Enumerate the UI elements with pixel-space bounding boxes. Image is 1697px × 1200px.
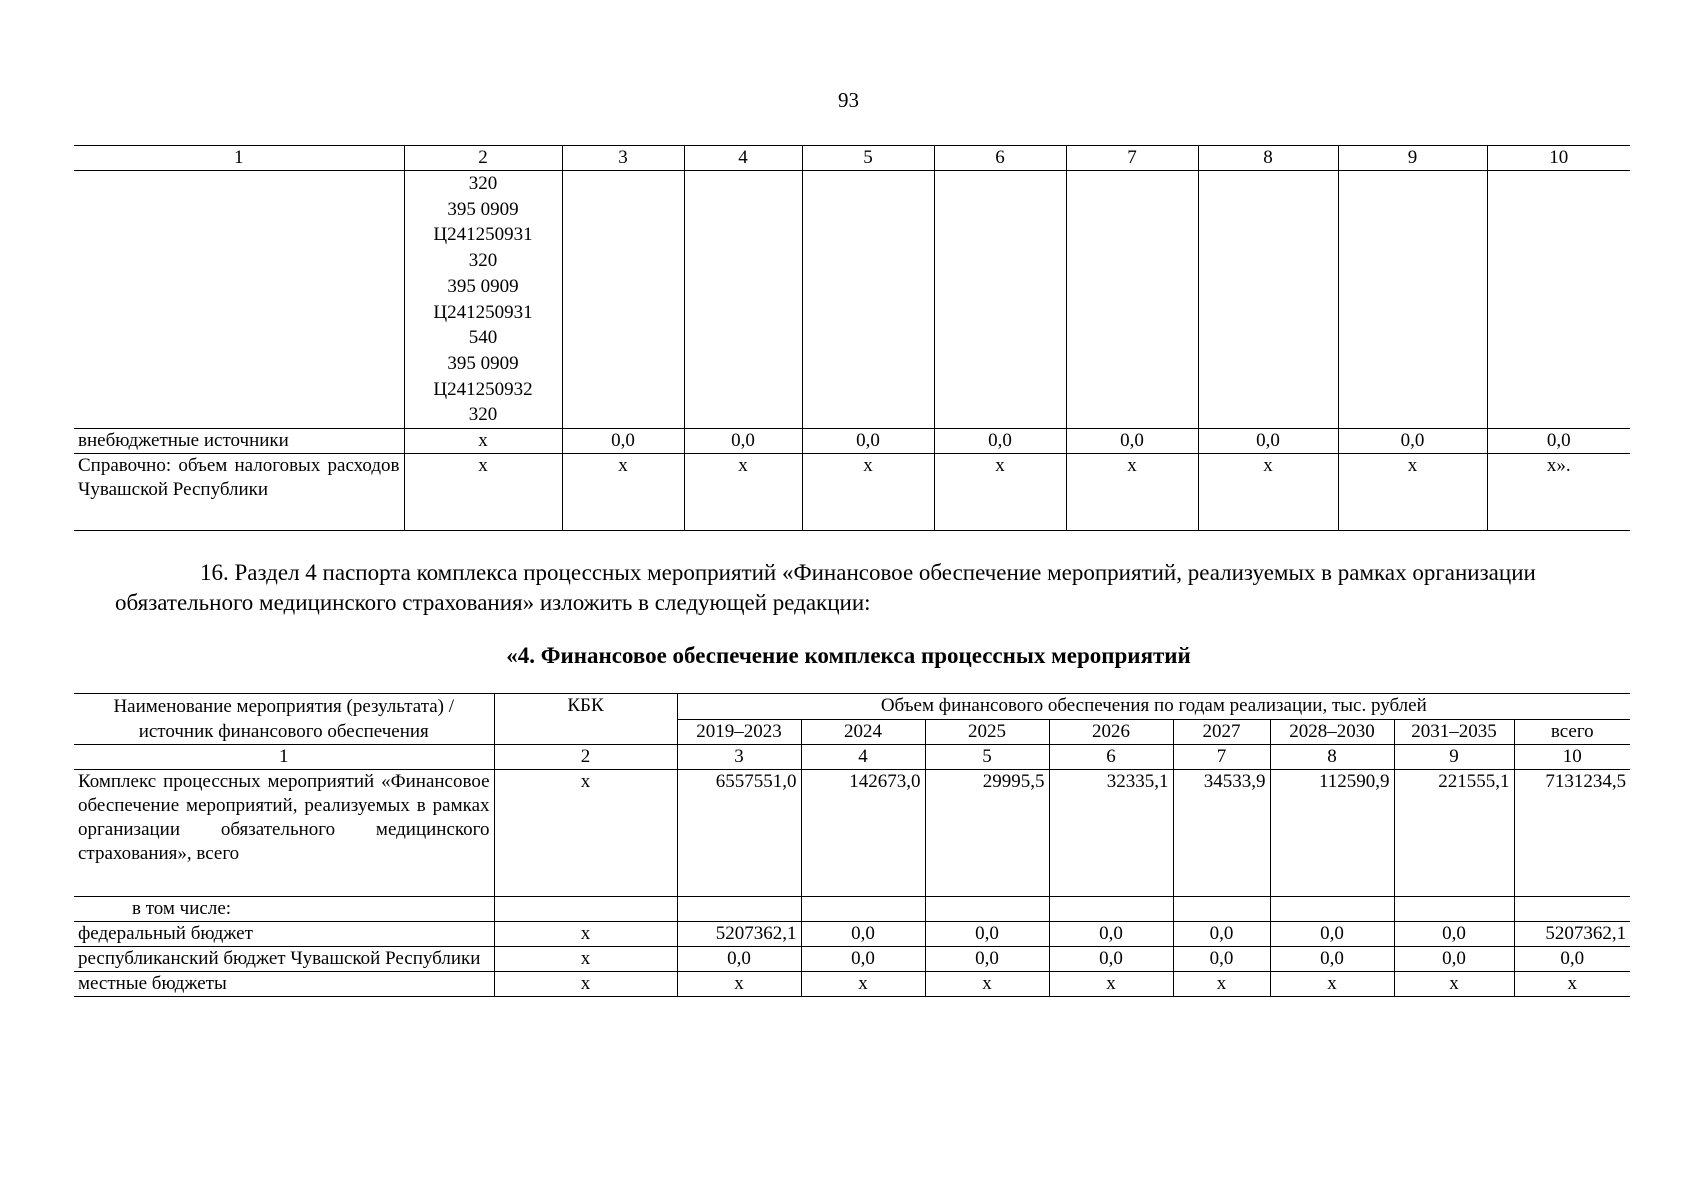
amendment-paragraph (115, 558, 1590, 618)
col-number: 7 (1173, 745, 1270, 770)
kbk-code: 395 0909 (447, 352, 519, 374)
year-header: 2024 (801, 719, 925, 745)
value-cell: х (801, 972, 925, 997)
table-cell: х (802, 454, 934, 531)
value-cell: 7131234,5 (1514, 770, 1630, 897)
table1-header-cell: 8 (1198, 146, 1338, 171)
col-header-group: Объем финансового обеспечения по годам реализации, тыс. рублей (677, 694, 1630, 720)
table1-empty-cell (74, 171, 404, 429)
kbk-cell: х (494, 770, 677, 897)
row-label: Справочно: объем налоговых расходов Чувашской Республики (74, 454, 404, 531)
value-cell: х (1173, 972, 1270, 997)
value-cell (677, 897, 801, 922)
table-cell: х (684, 454, 802, 531)
row-label: Комплекс процессных мероприятий «Финансовое обеспечение мероприятий, реализуемых в рамках организации обязательного медицинского страхования», всего (74, 770, 494, 897)
value-cell: 0,0 (677, 947, 801, 972)
value-cell (801, 897, 925, 922)
value-cell: 0,0 (1394, 922, 1514, 947)
value-cell: х (1394, 972, 1514, 997)
table1-header-cell: 7 (1066, 146, 1198, 171)
table2-header-row (74, 694, 1630, 720)
year-header: всего (1514, 719, 1630, 745)
table2-row (74, 972, 1630, 997)
value-cell: 5207362,1 (677, 922, 801, 947)
value-cell: х (677, 972, 801, 997)
table1-header-cell: 10 (1487, 146, 1630, 171)
table1-header-cell: 1 (74, 146, 404, 171)
value-cell: 34533,9 (1173, 770, 1270, 897)
kbk-cell: х (494, 922, 677, 947)
value-cell: 0,0 (1173, 922, 1270, 947)
kbk-code: 395 0909 (447, 198, 519, 220)
kbk-code: 320 (468, 250, 498, 272)
table1-empty-cell (802, 171, 934, 429)
table1-empty-cell (562, 171, 684, 429)
kbk-code: Ц241250932 (433, 378, 533, 400)
table1-header-row (74, 146, 1630, 171)
kbk-cell (494, 897, 677, 922)
row-label: в том числе: (74, 897, 494, 922)
value-cell (1270, 897, 1394, 922)
table1-header-cell: 5 (802, 146, 934, 171)
kbk-code: Ц241250931 (433, 301, 533, 323)
table2-row (74, 947, 1630, 972)
funding-table-continued (74, 145, 1630, 531)
table-cell: х (1066, 454, 1198, 531)
table-cell: х (404, 429, 562, 454)
value-cell: 0,0 (1049, 947, 1173, 972)
table-cell: 0,0 (1487, 429, 1630, 454)
table1-empty-cell (934, 171, 1066, 429)
col-header-name: Наименование мероприятия (результата) / источник финансового обеспечения (74, 694, 494, 745)
col-number: 10 (1514, 745, 1630, 770)
kbk-code: Ц241250931 (433, 224, 533, 246)
table1-empty-cell (1198, 171, 1338, 429)
col-number: 6 (1049, 745, 1173, 770)
kbk-code: 320 (468, 173, 498, 194)
value-cell: х (1514, 972, 1630, 997)
kbk-code: 320 (468, 404, 498, 426)
table-cell: х (562, 454, 684, 531)
value-cell: 6557551,0 (677, 770, 801, 897)
table2-numbers-row (74, 745, 1630, 770)
value-cell: х (925, 972, 1049, 997)
value-cell: х (1270, 972, 1394, 997)
value-cell (1049, 897, 1173, 922)
value-cell: 221555,1 (1394, 770, 1514, 897)
col-number: 9 (1394, 745, 1514, 770)
table-cell: 0,0 (684, 429, 802, 454)
table1-row (74, 454, 1630, 531)
table1-kbk-row (74, 171, 1630, 429)
table1-header-cell: 3 (562, 146, 684, 171)
year-header: 2028–2030 (1270, 719, 1394, 745)
value-cell: 5207362,1 (1514, 922, 1630, 947)
table2-row (74, 897, 1630, 922)
paragraph-text: 16. Раздел 4 паспорта комплекса процессных мероприятий «Финансовое обеспечение мероприятий, реализуемых в рамках организации обязательного медицинского страхования» изложить в следующей редакции: (115, 560, 1536, 615)
table-cell: х». (1487, 454, 1630, 531)
year-header: 2031–2035 (1394, 719, 1514, 745)
value-cell (1394, 897, 1514, 922)
value-cell: 0,0 (801, 922, 925, 947)
table-cell: 0,0 (934, 429, 1066, 454)
col-number: 8 (1270, 745, 1394, 770)
table-cell: 0,0 (1066, 429, 1198, 454)
table2-row (74, 770, 1630, 897)
table-cell: 0,0 (802, 429, 934, 454)
table-cell: х (404, 454, 562, 531)
page-number: 93 (838, 88, 859, 112)
value-cell: х (1049, 972, 1173, 997)
table1-empty-cell (1066, 171, 1198, 429)
col-number: 4 (801, 745, 925, 770)
col-number: 5 (925, 745, 1049, 770)
value-cell: 0,0 (1270, 922, 1394, 947)
table-cell: 0,0 (1338, 429, 1487, 454)
table-cell: х (1198, 454, 1338, 531)
value-cell: 0,0 (1270, 947, 1394, 972)
value-cell: 0,0 (801, 947, 925, 972)
value-cell (925, 897, 1049, 922)
table-cell: х (1338, 454, 1487, 531)
table1-empty-cell (684, 171, 802, 429)
kbk-code: 540 (468, 327, 498, 349)
value-cell (1173, 897, 1270, 922)
year-header: 2019–2023 (677, 719, 801, 745)
value-cell: 142673,0 (801, 770, 925, 897)
row-label: республиканский бюджет Чувашской Республики (74, 947, 494, 972)
kbk-code-list (404, 171, 562, 429)
table-cell: х (934, 454, 1066, 531)
table1-header-cell: 6 (934, 146, 1066, 171)
row-label: федеральный бюджет (74, 922, 494, 947)
kbk-cell: х (494, 947, 677, 972)
kbk-code: 395 0909 (447, 275, 519, 297)
table-cell: 0,0 (1198, 429, 1338, 454)
year-header: 2026 (1049, 719, 1173, 745)
table1-header-cell: 2 (404, 146, 562, 171)
kbk-cell: х (494, 972, 677, 997)
row-label: местные бюджеты (74, 972, 494, 997)
value-cell: 0,0 (1173, 947, 1270, 972)
table2-row (74, 922, 1630, 947)
col-number: 2 (494, 745, 677, 770)
value-cell: 0,0 (1394, 947, 1514, 972)
table1-header-cell: 9 (1338, 146, 1487, 171)
value-cell: 0,0 (925, 947, 1049, 972)
table1-row (74, 429, 1630, 454)
value-cell: 0,0 (1049, 922, 1173, 947)
value-cell (1514, 897, 1630, 922)
col-number: 1 (74, 745, 494, 770)
table1-header-cell: 4 (684, 146, 802, 171)
col-number: 3 (677, 745, 801, 770)
value-cell: 32335,1 (1049, 770, 1173, 897)
table1-empty-cell (1487, 171, 1630, 429)
row-label: внебюджетные источники (74, 429, 404, 454)
col-header-kbk: КБК (494, 694, 677, 745)
value-cell: 0,0 (1514, 947, 1630, 972)
value-cell: 29995,5 (925, 770, 1049, 897)
section-heading: «4. Финансовое обеспечение комплекса процессных мероприятий (506, 643, 1191, 668)
table1-empty-cell (1338, 171, 1487, 429)
year-header: 2025 (925, 719, 1049, 745)
financing-table (74, 693, 1630, 997)
table-cell: 0,0 (562, 429, 684, 454)
value-cell: 0,0 (925, 922, 1049, 947)
value-cell: 112590,9 (1270, 770, 1394, 897)
year-header: 2027 (1173, 719, 1270, 745)
